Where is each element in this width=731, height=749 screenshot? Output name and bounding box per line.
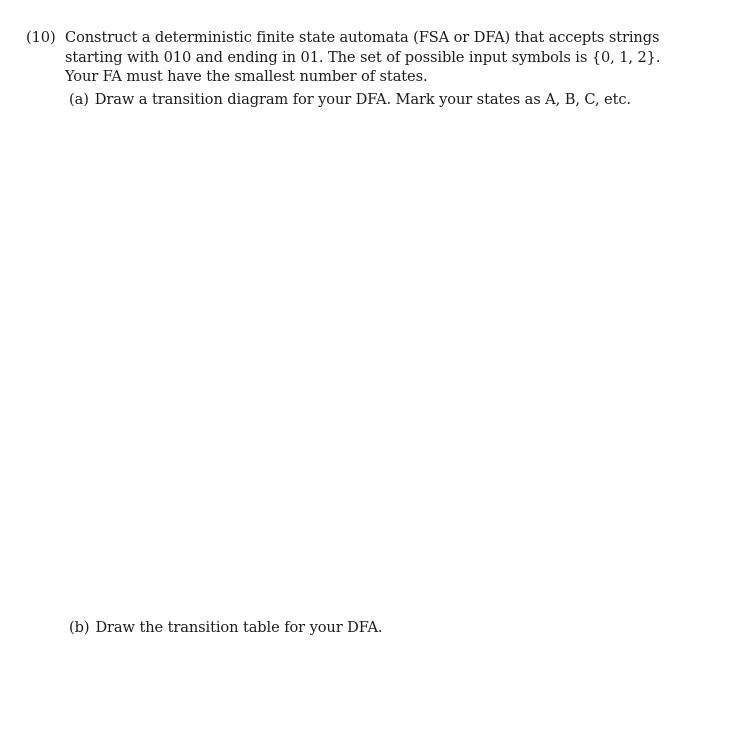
part-b-answer-space (69, 642, 711, 742)
part-a-answer-space (69, 114, 711, 604)
question-text-line-1: Construct a deterministic finite state automata (FSA or DFA) that accepts strings (65, 29, 660, 46)
question-10 (26, 28, 716, 87)
part-a-text: Draw a transition diagram for your DFA. Mark your states as A, B, C, etc. (94, 91, 631, 108)
part-b-label: (b) (69, 619, 90, 636)
question-line-1 (26, 28, 716, 48)
part-b-text: Draw the transition table for your DFA. (95, 619, 383, 636)
part-a (69, 90, 631, 110)
question-text-line-2: starting with 010 and ending in 01. The set of possible input symbols is {0, 1, 2}. (65, 48, 661, 66)
question-text-line-3: Your FA must have the smallest number of states. (65, 68, 428, 85)
part-b (69, 618, 382, 638)
question-number: (10) (26, 29, 56, 46)
part-a-label: (a) (69, 91, 89, 108)
